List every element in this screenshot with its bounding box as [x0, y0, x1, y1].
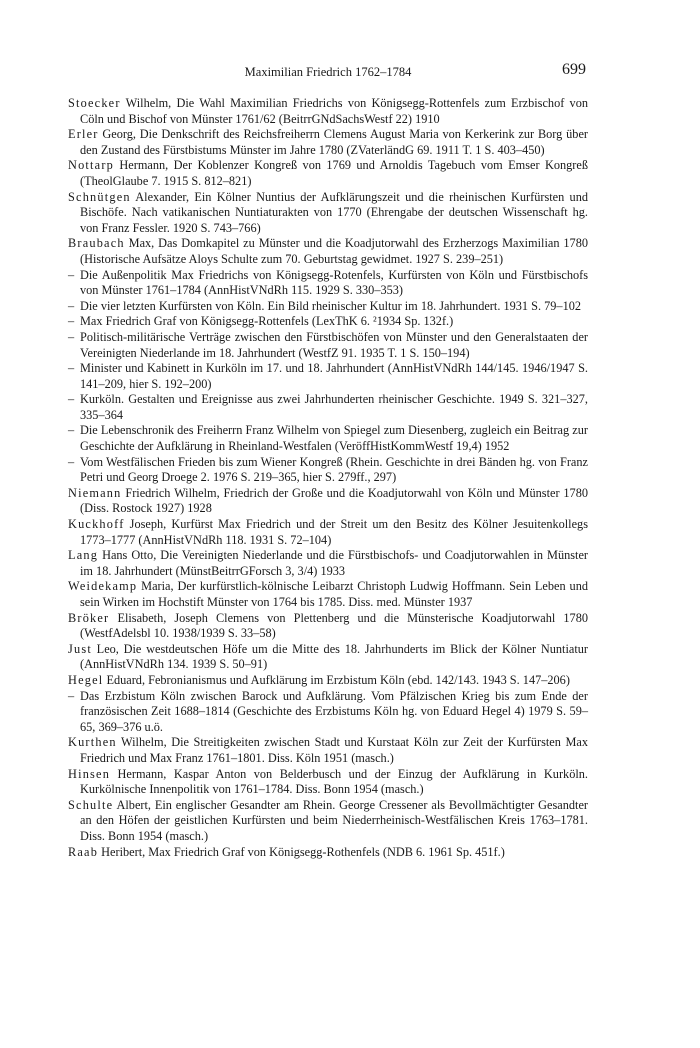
ditto-dash: –: [68, 688, 75, 703]
entry-author: Bröker: [68, 610, 110, 625]
entry-text: Joseph, Kurfürst Max Friedrich und der Streit um den Besitz des Kölner Jesuitenkollegs 1773–1777 (AnnHistVNdRh 118. 1931 S. 72–104): [80, 517, 588, 547]
bibliography-entry: [68, 158, 588, 189]
ditto-dash: –: [68, 454, 75, 469]
entry-text: Hans Otto, Die Vereinigten Niederlande und die Fürstbischofs- und Coadjutorwahlen in Münster im 18. Jahrhundert (MünstBeitrrGForsch 3, 3/4) 1933: [80, 548, 588, 578]
entry-text: Kurköln. Gestalten und Ereignisse aus zwei Jahrhunderten rheinischer Geschichte. 1949 S. 321–327, 335–364: [80, 392, 588, 422]
entry-author: Erler: [68, 127, 99, 142]
bibliography-entry: [68, 314, 588, 330]
entry-text: Die Außenpolitik Max Friedrichs von Königsegg-Rotenfels, Kurfürsten von Köln und Fürstbischofs von Münster 1761–1784 (AnnHistVNdRh 115. 1929 S. 330–353): [80, 267, 588, 298]
ditto-dash: –: [68, 314, 75, 329]
bibliography-entry: [68, 392, 588, 423]
entry-text: Hermann, Kaspar Anton von Belderbusch und der Einzug der Aufklärung in Kurköln. Kurkölnische Innenpolitik von 1761–1784. Diss. Bonn 1954 (masch.): [80, 766, 588, 797]
ditto-dash: –: [68, 361, 75, 376]
ditto-dash: –: [68, 298, 75, 313]
entry-text: Max Friedrich Graf von Königsegg-Rottenfels (LexThK 6. ²1934 Sp. 132f.): [80, 314, 454, 329]
bibliography-entry: [68, 579, 588, 610]
entry-author: Stoecker: [68, 96, 121, 110]
entry-author: Weidekamp: [68, 579, 138, 594]
entry-author: Raab: [68, 844, 99, 859]
entry-author: Hinsen: [68, 766, 111, 781]
bibliography-entry: [68, 236, 588, 267]
bibliography-entry: [68, 548, 588, 579]
entry-text: Alexander, Ein Kölner Nuntius der Aufklärungszeit und die rheinischen Kurfürsten und Bischöfe. Nach vatikanischen Nuntiaturakten von 1770 (Ehrengabe der deutschen Wissenschaft hg. von Franz Fessler. 1920 S. 743–766): [80, 189, 588, 235]
entry-author: Schnütgen: [68, 189, 131, 204]
bibliography-entry: [68, 673, 588, 689]
bibliography-entry: [68, 361, 588, 392]
entry-text: Vom Westfälischen Frieden bis zum Wiener Kongreß (Rhein. Geschichte in drei Bänden hg. von Franz Petri und Georg Droege 2. 1976 S. 219–365, hier S. 279ff., 297): [80, 454, 588, 485]
entry-author: Just: [68, 641, 92, 656]
entry-text: Max, Das Domkapitel zu Münster und die Koadjutorwahl des Erzherzogs Maximilian 1780 (Historische Aufsätze Aloys Schulte zum 70. Geburtstag gewidmet. 1927 S. 239–251): [80, 236, 588, 266]
bibliography-entry: [68, 423, 588, 454]
entry-text: Leo, Die westdeutschen Höfe um die Mitte des 18. Jahrhunderts im Blick der Kölner Nuntiatur (AnnHistVNdRh 134. 1939 S. 50–91): [80, 641, 588, 672]
ditto-dash: –: [68, 423, 75, 438]
bibliography-entry: [68, 268, 588, 299]
entry-text: Minister und Kabinett in Kurköln im 17. und 18. Jahrhundert (AnnHistVNdRh 144/145. 1946/1947 S. 141–209, hier S. 192–200): [80, 361, 588, 391]
bibliography-entry: [68, 689, 588, 736]
entry-author: Kurthen: [68, 735, 117, 750]
entry-author: Braubach: [68, 236, 125, 251]
bibliography-entry: [68, 486, 588, 517]
running-header: [68, 62, 588, 84]
bibliography-entry: [68, 330, 588, 361]
entry-author: Niemann: [68, 485, 122, 500]
bibliography-entry: [68, 299, 588, 315]
entry-text: Friedrich Wilhelm, Friedrich der Große und die Koadjutorwahl von Köln und Münster 1780 (Diss. Rostock 1927) 1928: [80, 485, 588, 516]
entry-text: Hermann, Der Koblenzer Kongreß von 1769 und Arnoldis Tagebuch vom Emser Kongreß (TheolGlaube 7. 1915 S. 812–821): [80, 158, 588, 188]
bibliography-entry: [68, 845, 588, 861]
bibliography-entry: [68, 517, 588, 548]
entry-text: Politisch-militärische Verträge zwischen den Fürstbischöfen von Münster und den Generalstaaten der Vereinigten Niederlande im 18. Jahrhundert (WestfZ 91. 1935 T. 1 S. 150–194): [80, 329, 588, 360]
entry-author: Schulte: [68, 797, 114, 812]
ditto-dash: –: [68, 392, 75, 407]
entry-text: Das Erzbistum Köln zwischen Barock und Aufklärung. Vom Pfälzischen Krieg bis zum Ende der französischen Zeit 1688–1814 (Geschichte des Erzbistums Köln hg. von Eduard Hegel 4) 1979 S. 59–65, 369–376 u.ö.: [80, 688, 588, 734]
entry-text: Maria, Der kurfürstlich-kölnische Leibarzt Christoph Ludwig Hoffmann. Sein Leben und sein Wirken im Hochstift Münster von 1764 bis 1785. Diss. med. Münster 1937: [80, 579, 588, 609]
page: [68, 62, 588, 860]
entry-text: Die vier letzten Kurfürsten von Köln. Ein Bild rheinischer Kultur im 18. Jahrhundert. 1931 S. 79–102: [80, 298, 582, 313]
ditto-dash: –: [68, 267, 75, 282]
entry-text: Eduard, Febronianismus und Aufklärung im Erzbistum Köln (ebd. 142/143. 1943 S. 147–206): [103, 672, 570, 687]
entry-author: Kuckhoff: [68, 517, 125, 532]
bibliography-entry: [68, 611, 588, 642]
bibliography-entry: [68, 96, 588, 127]
entry-author: Lang: [68, 548, 99, 563]
bibliography-entry: [68, 642, 588, 673]
ditto-dash: –: [68, 329, 75, 344]
bibliography-entry: [68, 767, 588, 798]
entry-text: Die Lebenschronik des Freiherrn Franz Wilhelm von Spiegel zum Diesenberg, zugleich ein Beitrag zur Geschichte der Aufklärung in Rheinland-Westfalen (VeröffHistKommWestf 19,4) 1952: [80, 423, 588, 454]
bibliography-list: [68, 96, 588, 860]
entry-author: Nottarp: [68, 158, 114, 173]
bibliography-entry: [68, 127, 588, 158]
entry-author: Hegel: [68, 672, 104, 687]
bibliography-entry: [68, 798, 588, 845]
running-title: Maximilian Friedrich 1762–1784: [244, 65, 412, 79]
entry-text: Elisabeth, Joseph Clemens von Plettenberg und die Münsterische Koadjutorwahl 1780 (WestfAdelsbl 10. 1938/1939 S. 33–58): [80, 610, 588, 641]
entry-text: Wilhelm, Die Streitigkeiten zwischen Stadt und Kurstaat Köln zur Zeit der Kurfürsten Max Friedrich und Max Franz 1761–1801. Diss. Köln 1951 (masch.): [80, 735, 588, 765]
bibliography-entry: [68, 735, 588, 766]
entry-text: Wilhelm, Die Wahl Maximilian Friedrichs von Königsegg-Rottenfels zum Erzbischof von Cöln und Bischof von Münster 1761/62 (BeitrrGNdSachsWestf 22) 1910: [80, 96, 588, 126]
entry-text: Georg, Die Denkschrift des Reichsfreiherrn Clemens August Maria von Kerkerink zur Borg über den Zustand des Fürstbistums Münster im Jahre 1780 (ZVaterländG 69. 1911 T. 1 S. 403–450): [80, 127, 588, 157]
entry-text: Heribert, Max Friedrich Graf von Königsegg-Rothenfels (NDB 6. 1961 Sp. 451f.): [98, 844, 505, 859]
bibliography-entry: [68, 190, 588, 237]
entry-text: Albert, Ein englischer Gesandter am Rhein. George Cressener als Bevollmächtigter Gesandter an den Höfen der geistlichen Kurfürsten und beim Niederrheinisch-Westfälischen Kreis 1763–1781. Diss. Bonn 1954 (masch.): [80, 797, 588, 843]
page-number: 699: [562, 61, 586, 78]
bibliography-entry: [68, 455, 588, 486]
